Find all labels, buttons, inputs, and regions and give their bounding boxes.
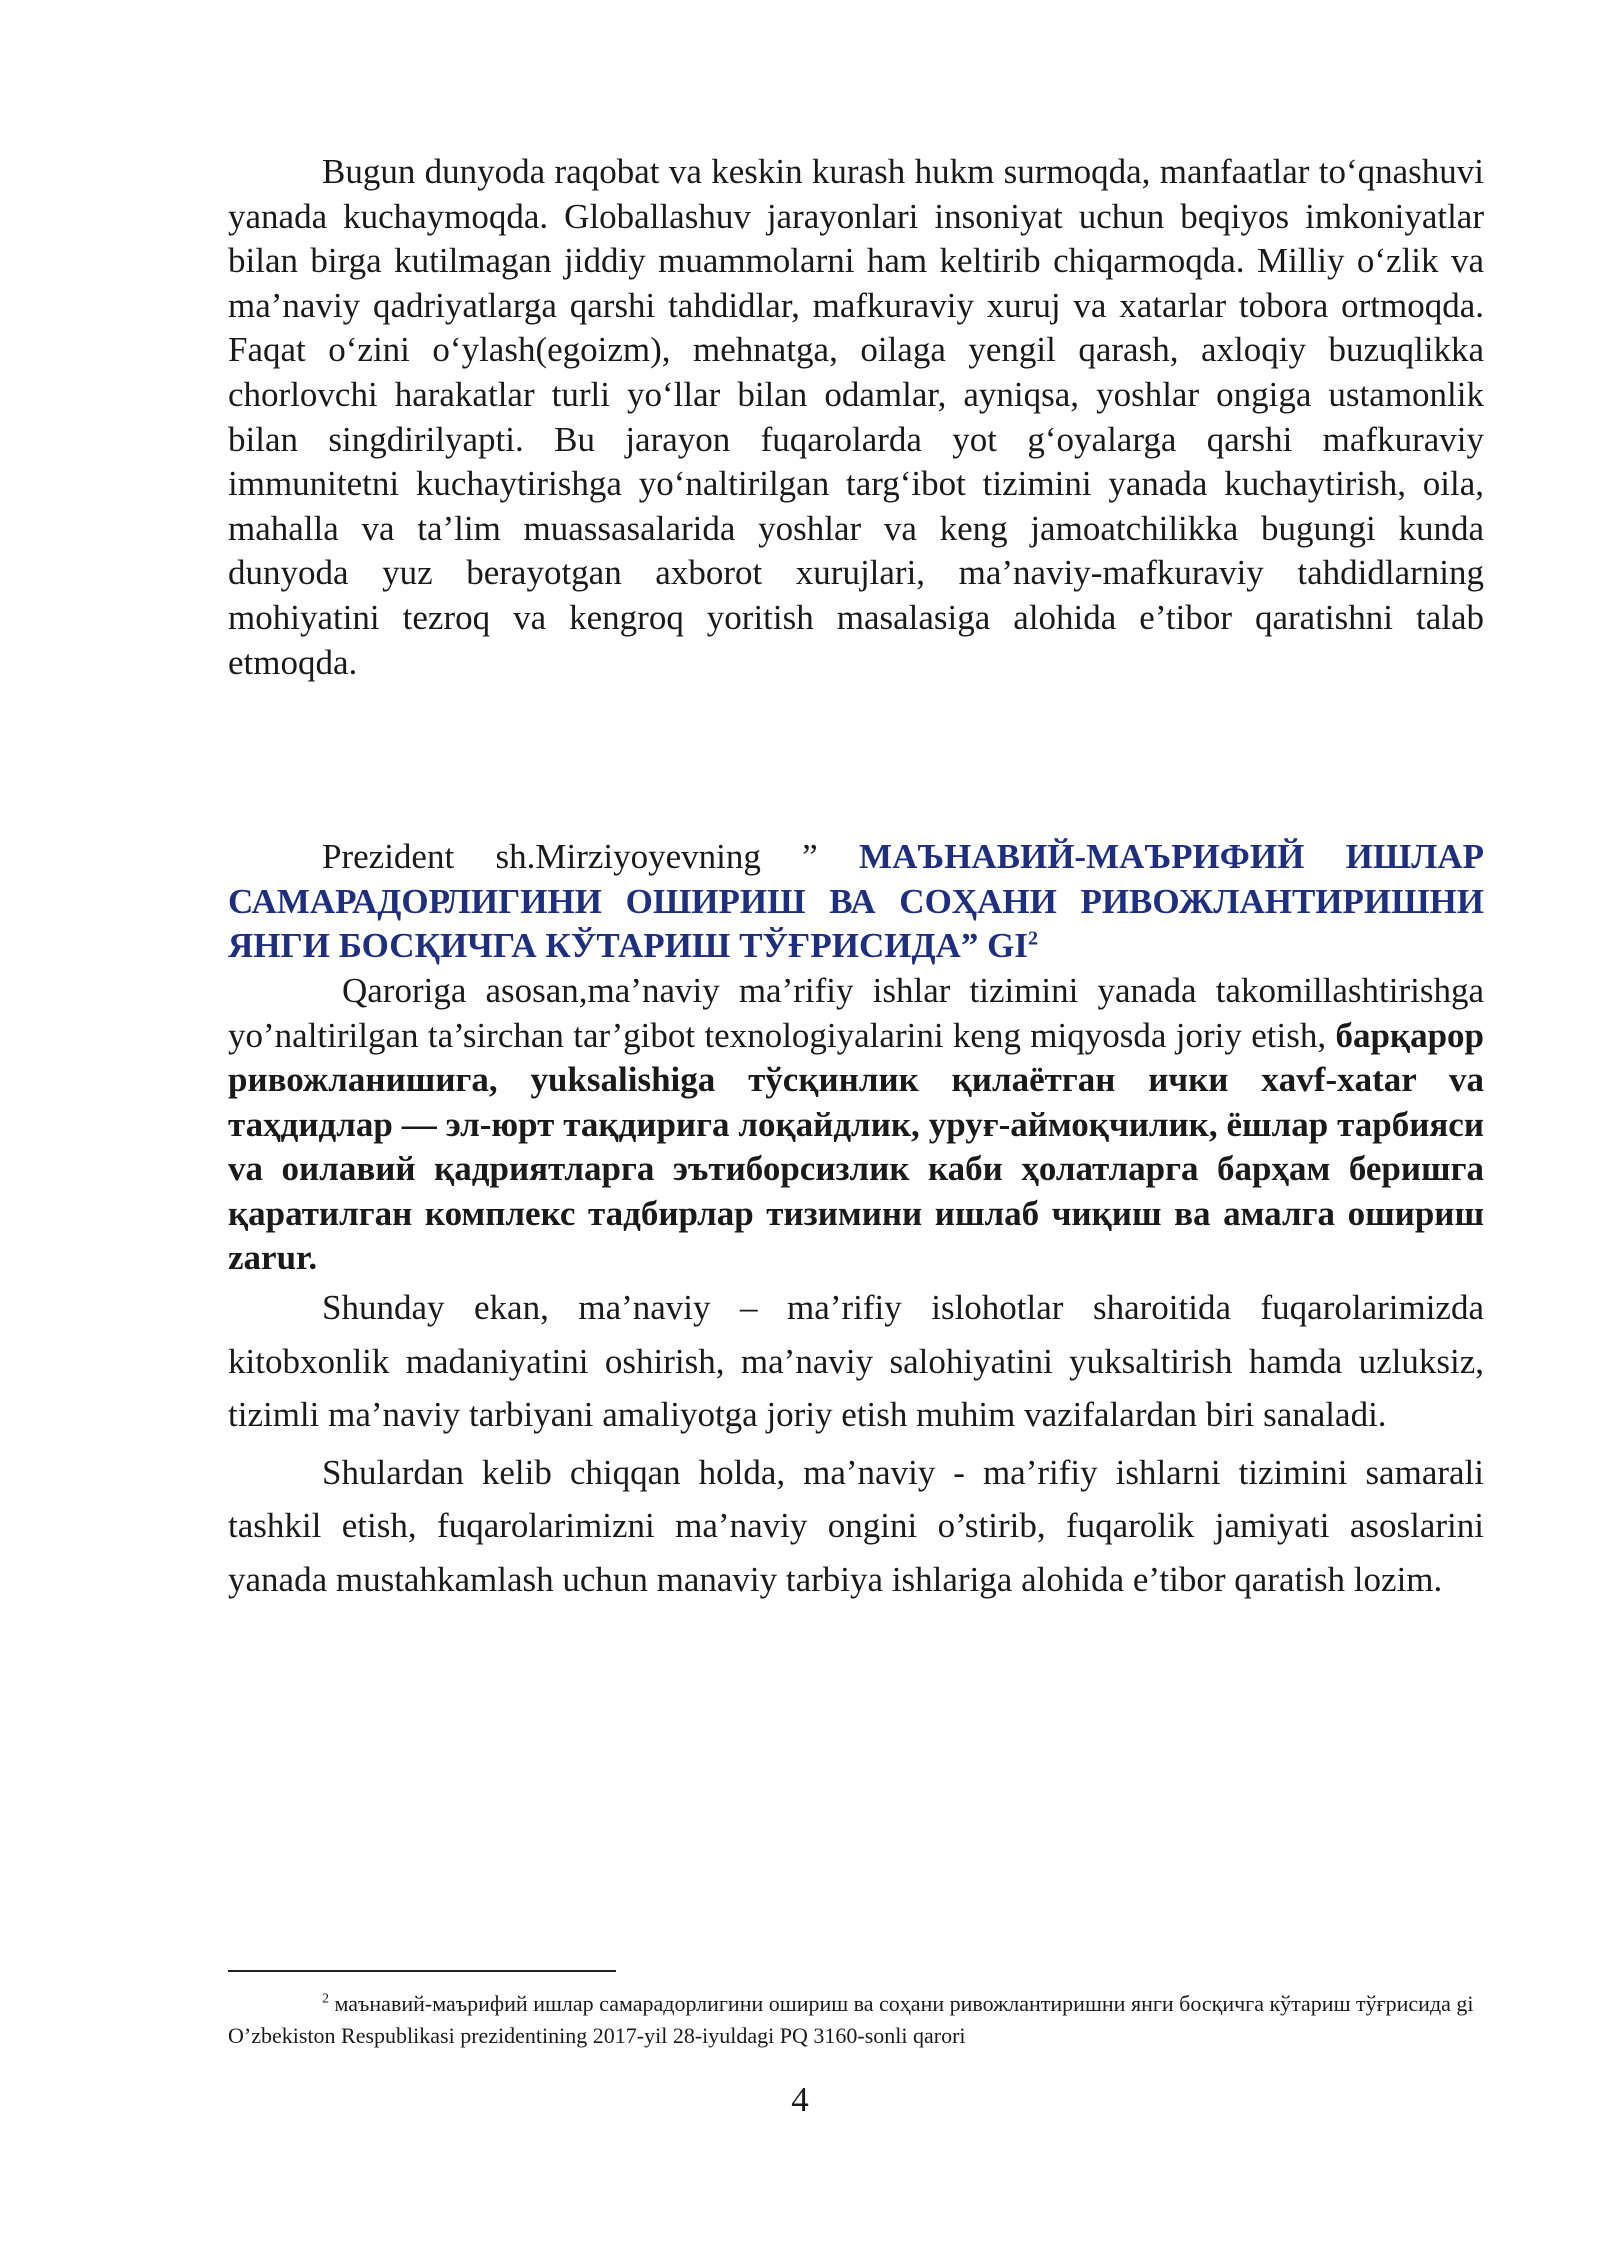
paragraph-1: Bugun dunyoda raqobat va keskin kurash hukm surmoqda, manfaatlar to‘qnashuvi yanada kuchaymoqda. Globallashuv jarayonlari insoniyat uchun beqiyos imkoniyatlar bilan birga kutilmagan jiddiy muammolarni ham keltirib chiqarmoqda. Milliy o‘zlik va ma’naviy qadriyatlarga qarshi tahdidlar, mafkuraviy xuruj va xatarlar tobora ortmoqda. Faqat o‘zini o‘ylash(egoizm), mehnatga, oilaga yengil qarash, axloqiy buzuqlikka chorlovchi harakatlar turli yo‘llar bilan odamlar, ayniqsa, yoshlar ongiga ustamonlik bilan singdirilyapti. Bu jarayon fuqarolarda yot g‘oyalarga qarshi mafkuraviy immunitetni kuchaytirishga yo‘naltirilgan targ‘ibot tizimini yanada kuchaytirish, oila, mahalla va ta’lim muassasalarida yoshlar va keng jamoatchilikka bugungi kunda dunyoda yuz berayotgan axborot xurujlari, ma’naviy-mafkuraviy tahdidlarning mohiyatini tezroq va kengroq yoritish masalasiga alohida e’tibor qaratishni talab etmoqda. <box>228 152 1484 682</box>
paragraph-gap <box>228 685 1484 835</box>
footnote-separator <box>228 1970 616 1972</box>
decree-title: МАЪНАВИЙ-МАЪРИФИЙ ИШЛАР САМАРАДОРЛИГИНИ ОШИРИШ ВА СОҲАНИ РИВОЖЛАНТИРИШНИ ЯНГИ БОСҚИЧГА КЎТАРИШ ТЎҒРИСИДА” GI <box>228 837 1484 966</box>
paragraph-3 <box>228 969 1484 1281</box>
paragraph-5: Shulardan kelib chiqqan holda, ma’naviy - ma’rifiy ishlarni tizimini samarali tashkil etish, fuqarolarimizni ma’naviy ongini o’stirib, fuqarolik jamiyati asoslarini yanada mustahkamlash uchun manaviy tarbiya ishlariga alohida e’tibor qaratish lozim. <box>228 1452 1484 1599</box>
footnote <box>228 1988 1484 2052</box>
paragraph-3-text: Qaroriga asosan,ma’naviy ma’rifiy ishlar tizimini yanada takomillashtirishga yo’naltirilgan ta’sirchan tar’gibot texnologiyalarini keng miqyosda joriy etish, <box>228 970 1484 1055</box>
footnote-reference[interactable]: 2 <box>1027 927 1038 950</box>
page-number: 4 <box>791 2080 809 2119</box>
paragraph-3-bold-text: барқарор ривожланишига, yuksalishiga тўсқинлик қилаётган ички xavf-xatar va таҳдидлар — эл-юрт тақдирига лоқайдлик, уруғ-аймоқчилик, ёшлар тарбияси va оилавий қадриятларга эътиборсизлик каби ҳолатларга барҳам беришга қаратилган комплекс тадбирлар тизимини ишлаб чиқиш ва амалга ошириш zarur. <box>228 1015 1484 1278</box>
paragraph-4: Shunday ekan, ma’naviy – ma’rifiy islohotlar sharoitida fuqarolarimizda kitobxonlik madaniyatini oshirish, ma’naviy salohiyatini yuksaltirish hamda uzluksiz, tizimli ma’naviy tarbiyani amaliyotga joriy etish muhim vazifalardan biri sanaladi. <box>228 1288 1484 1435</box>
paragraph-2 <box>228 835 1484 969</box>
footnote-text: маънавий-маърифий ишлар самарадорлигини ошириш ва соҳани ривожлантиришни янги босқичга кўтариш тўғрисида gi O’zbekiston Respublikasi prezidentining 2017-yil 28-iyuldagi PQ 3160-sonli qarori <box>228 1991 1474 2048</box>
footnote-number: 2 <box>322 1991 329 2007</box>
paragraph-2-lead: Prezident sh.Mirziyoyevning ” <box>322 837 860 877</box>
document-page <box>228 150 1484 1606</box>
